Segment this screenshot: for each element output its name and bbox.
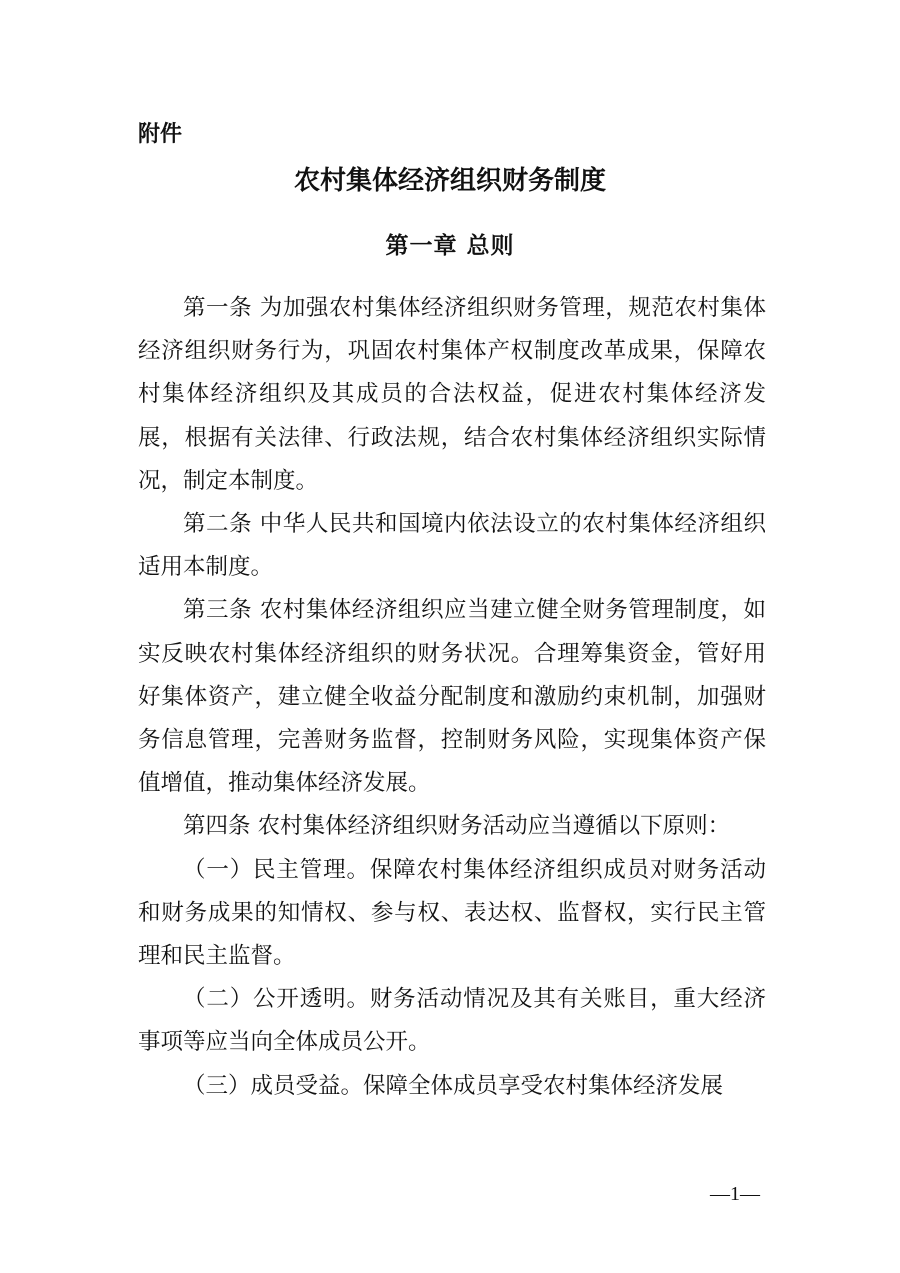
principle-1-paragraph: （一）民主管理。保障农村集体经济组织成员对财务活动和财务成果的知情权、参与权、表达权、监督权，实行民主管理和民主监督。 xyxy=(138,856,766,970)
article-4-paragraph: 第四条 农村集体经济组织财务活动应当遵循以下原则： xyxy=(183,813,731,840)
chapter-heading: 第一章 总则 xyxy=(385,233,515,259)
document-title: 农村集体经济组织财务制度 xyxy=(293,166,606,196)
principle-3-paragraph: （三）成员受益。保障全体成员享受农村集体经济发展 xyxy=(183,1072,724,1099)
document-body xyxy=(138,287,766,1108)
principle-2-paragraph: （二）公开透明。财务活动情况及其有关账目，重大经济事项等应当向全体成员公开。 xyxy=(138,986,766,1056)
page-number: —1— xyxy=(710,1183,760,1205)
attachment-label: 附件 xyxy=(138,122,183,147)
article-2-paragraph: 第二条 中华人民共和国境内依法设立的农村集体经济组织适用本制度。 xyxy=(138,511,766,581)
article-3-paragraph: 第三条 农村集体经济组织应当建立健全财务管理制度，如实反映农村集体经济组织的财务状况。合理筹集资金，管好用好集体资产，建立健全收益分配制度和激励约束机制，加强财务信息管理，完善财务监督，控制财务风险，实现集体资产保值增值，推动集体经济发展。 xyxy=(138,597,766,797)
article-1-paragraph: 第一条 为加强农村集体经济组织财务管理，规范农村集体经济组织财务行为，巩固农村集体产权制度改革成果，保障农村集体经济组织及其成员的合法权益，促进农村集体经济发展，根据有关法律、行政法规，结合农村集体经济组织实际情况，制定本制度。 xyxy=(138,295,766,494)
